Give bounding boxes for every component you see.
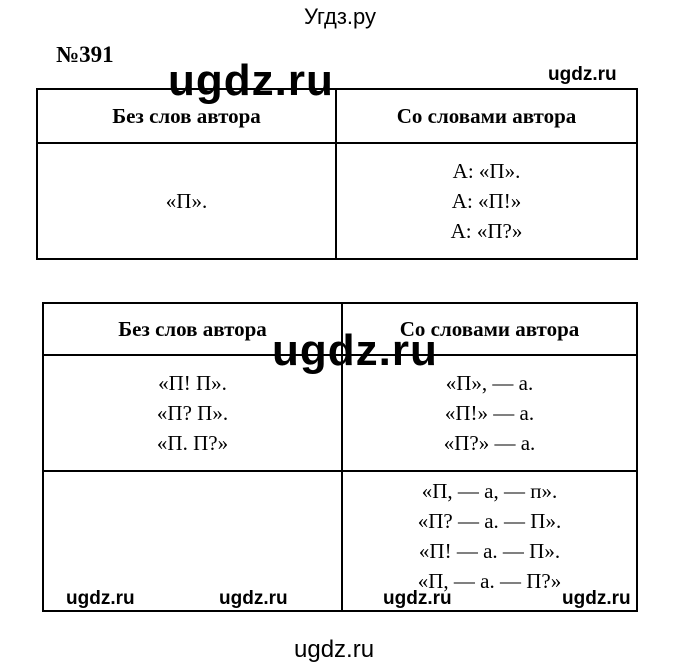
text-line: «П!» — а.: [444, 401, 535, 425]
table-2-header-no-author: Без слов автора: [118, 317, 267, 341]
table-2-header-with-author: Со словами автора: [399, 317, 580, 341]
watermark-large-1: ugdz.ru: [168, 56, 334, 105]
text-line: «П? — а. — П».: [417, 509, 562, 533]
watermark-small-top-right: ugdz.ru: [548, 64, 617, 85]
text-line: А: «П!»: [451, 189, 522, 213]
text-line: «П, — а, — п».: [421, 479, 558, 503]
text-line: «П».: [165, 189, 208, 213]
text-line: «П?» — а.: [443, 431, 536, 455]
watermark-small-bottom-1: ugdz.ru: [66, 588, 135, 609]
site-title: Угдз.ру: [303, 4, 377, 29]
text-line: «П», — а.: [445, 371, 534, 395]
task-number: №391: [56, 42, 114, 67]
table-1-header-with-author: Со словами автора: [396, 104, 577, 128]
text-line: А: «П?»: [450, 219, 523, 243]
table-1-header-no-author: Без слов автора: [112, 104, 261, 128]
table-1: [36, 88, 638, 260]
text-line: А: «П».: [452, 159, 521, 183]
text-line: «П. П?»: [156, 431, 229, 455]
text-line: «П? П».: [156, 401, 229, 425]
table-2-row2-with-author: [343, 476, 636, 606]
text-line: «П! — а. — П».: [418, 539, 561, 563]
watermark-footer: ugdz.ru: [294, 636, 375, 663]
text-line: «П! П».: [158, 371, 227, 395]
table-1-cell-no-author: [38, 144, 335, 258]
watermark-small-bottom-2: ugdz.ru: [219, 588, 288, 609]
text-line: «П, — а. — П?»: [417, 569, 562, 593]
watermark-large-2: ugdz.ru: [272, 326, 438, 375]
watermark-small-bottom-4: ugdz.ru: [562, 588, 631, 609]
watermark-small-bottom-3: ugdz.ru: [383, 588, 452, 609]
table-1-cell-with-author: [337, 144, 636, 258]
